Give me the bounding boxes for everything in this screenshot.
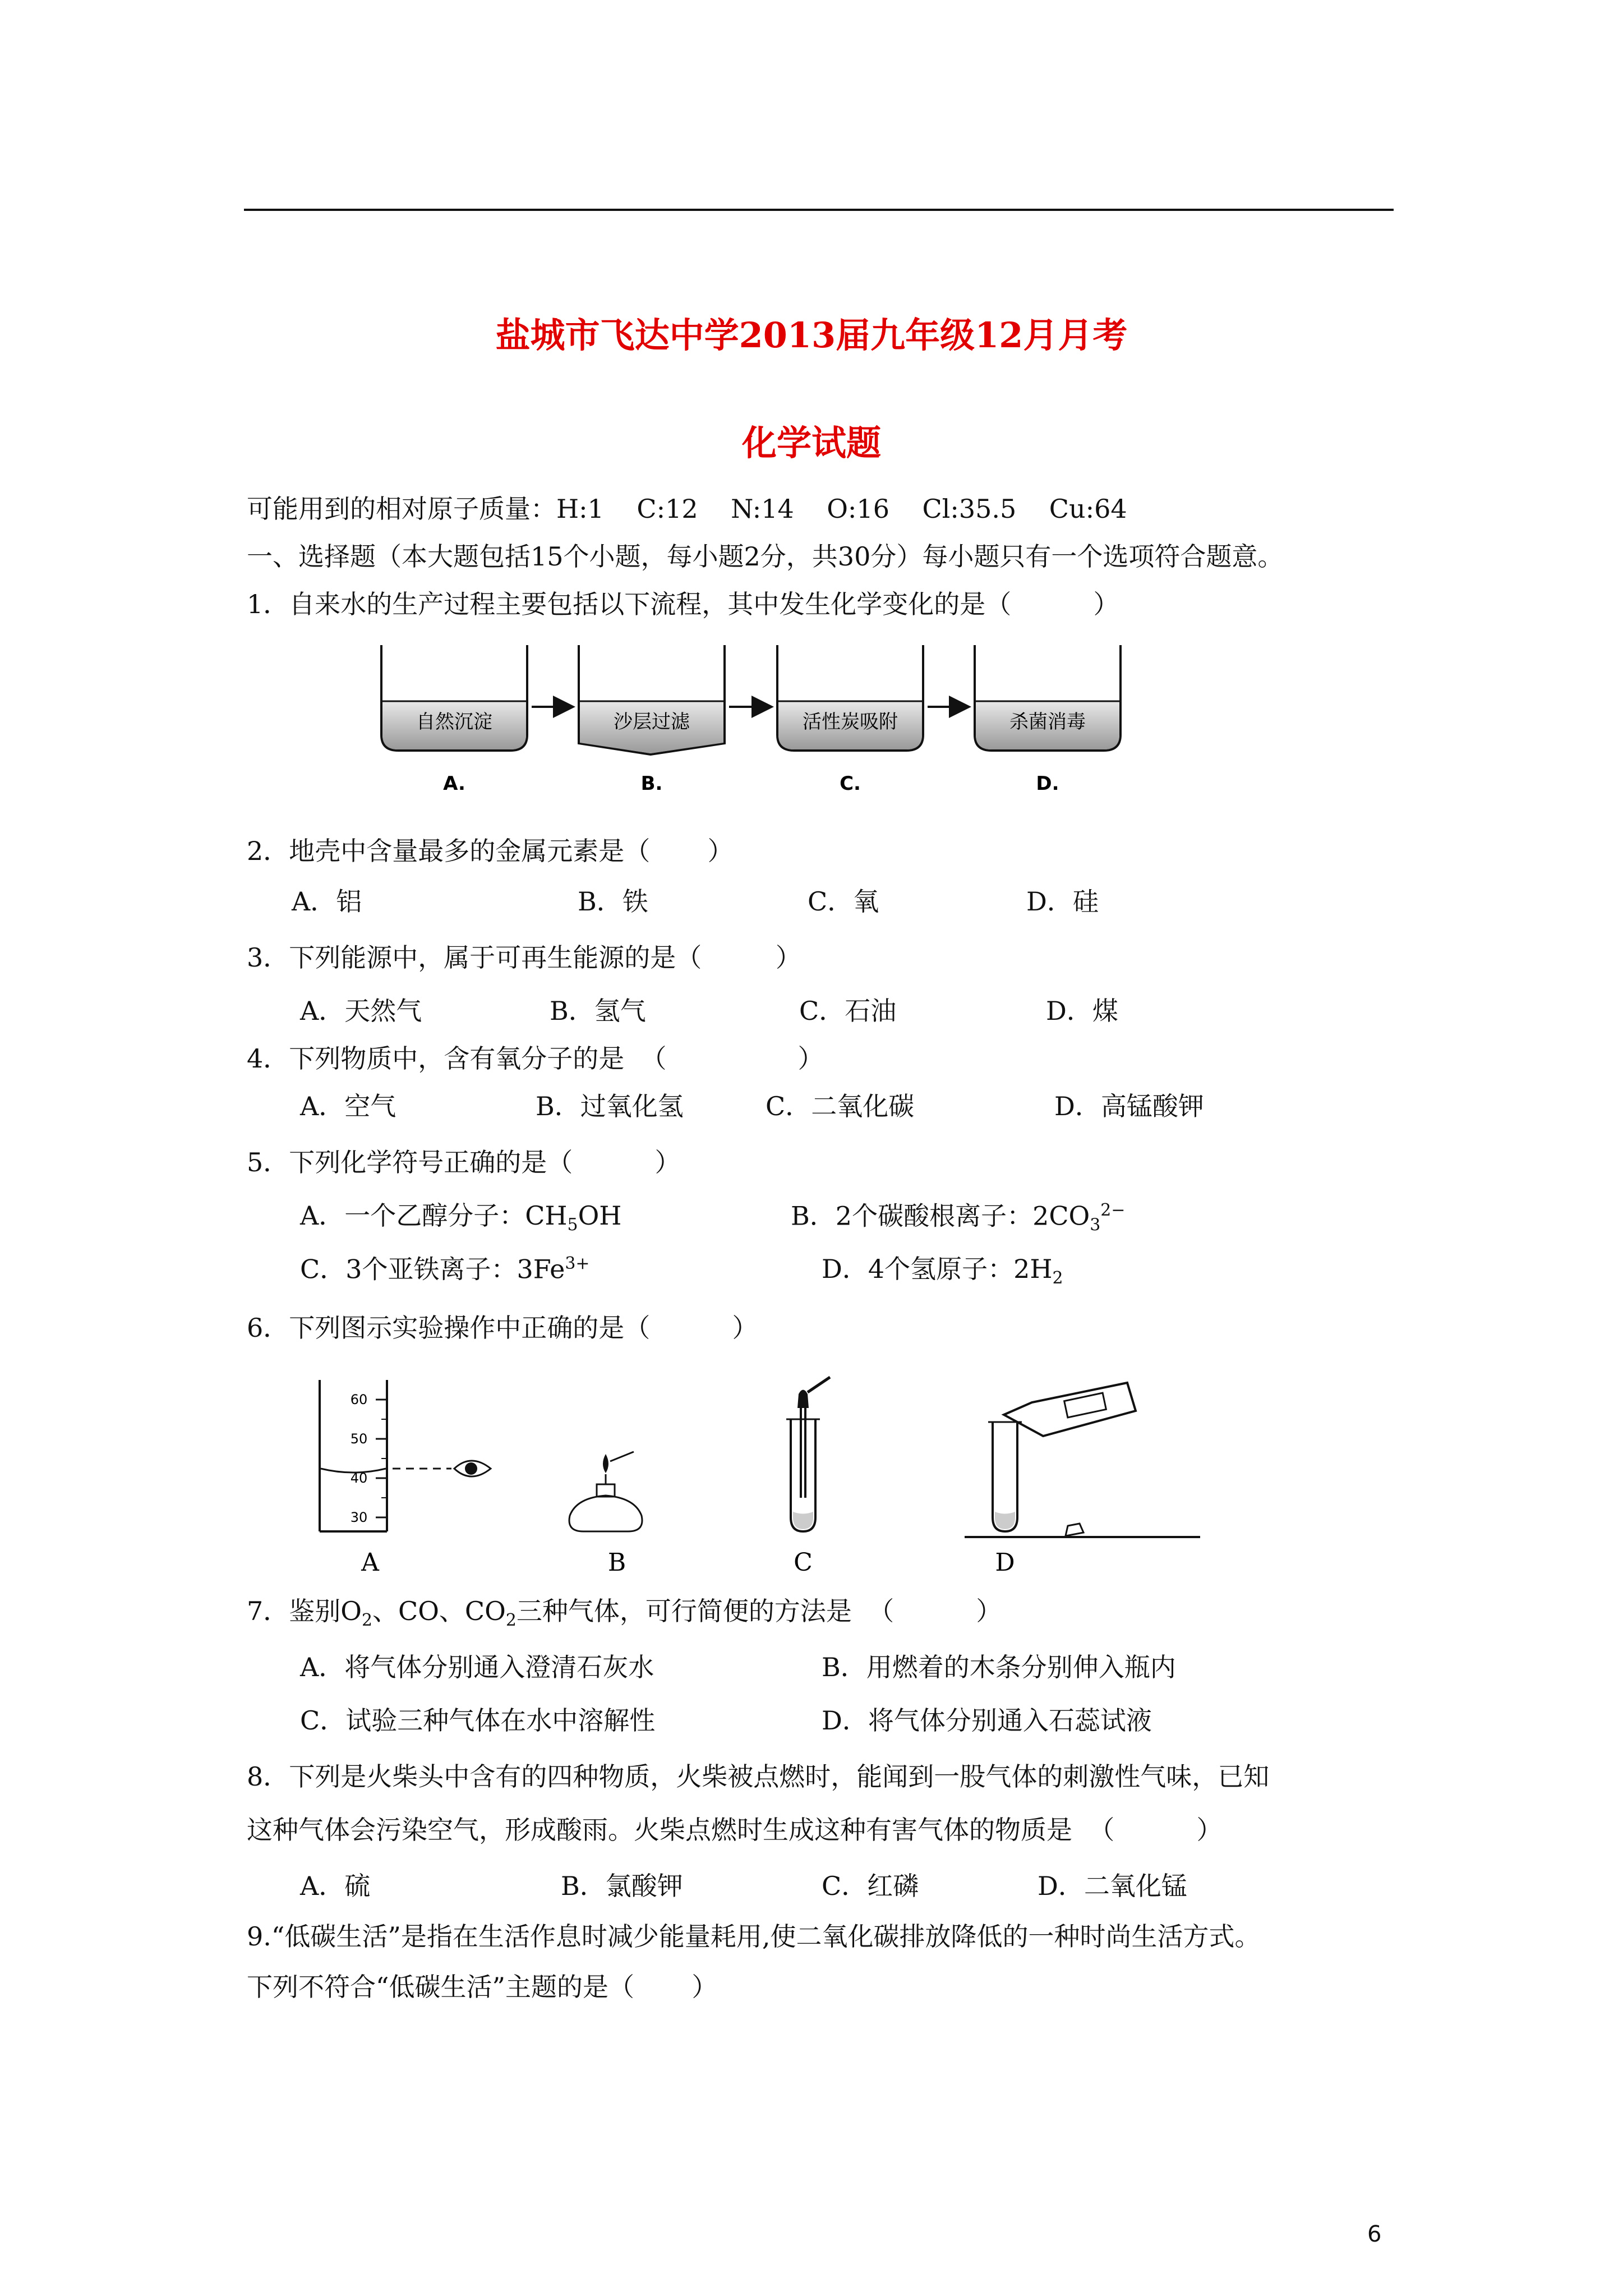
q8-stem-line1: 8．下列是火柴头中含有的四种物质，火柴被点燃时，能闻到一股气体的刺激性气味，已知 (247, 1761, 1270, 1792)
q7-option-d: D．将气体分别通入石蕊试液 (822, 1705, 1152, 1736)
q1-stem: 1．自来水的生产过程主要包括以下流程，其中发生化学变化的是（ ） (247, 589, 1119, 619)
tick-30: 30 (350, 1510, 368, 1525)
q8-stem-line2: 这种气体会污染空气，形成酸雨。火柴点燃时生成这种有害气体的物质是 （ ） (247, 1815, 1223, 1845)
step-label-a: 自然沉淀 (416, 711, 492, 733)
q5-option-a-sub: 5 (567, 1215, 578, 1235)
tank-b (579, 645, 725, 754)
test-tube-dropper-icon (786, 1377, 830, 1531)
q5-option-d (822, 1254, 1063, 1289)
q8-option-a: A．硫 (300, 1871, 371, 1901)
q7-option-a: A．将气体分别通入澄清石灰水 (300, 1652, 654, 1682)
q7-option-c: C．试验三种气体在水中溶解性 (300, 1705, 656, 1736)
figure-label-a: A. (443, 772, 465, 795)
q4-stem: 4．下列物质中，含有氧分子的是 （ ） (247, 1043, 824, 1074)
q2-option-a: A．铝 (292, 886, 362, 917)
figure-label-d: D. (1036, 772, 1059, 795)
q7-stem-pre: 7．鉴别O (247, 1596, 362, 1626)
q3-option-c: C．石油 (799, 996, 897, 1026)
q8-option-c: C．红磷 (822, 1871, 919, 1901)
q5-option-a-tail: OH (578, 1200, 622, 1231)
figure-label-d: D (995, 1548, 1015, 1577)
q7-stem-post: 三种气体，可行简便的方法是 （ ） (516, 1596, 1002, 1626)
q4-option-d: D．高锰酸钾 (1054, 1091, 1204, 1121)
q4-option-a: A．空气 (300, 1091, 396, 1121)
section-heading: 一、选择题（本大题包括15个小题，每小题2分，共30分）每小题只有一个选项符合题意。 (247, 541, 1284, 572)
q5-stem: 5．下列化学符号正确的是（ ） (247, 1147, 681, 1177)
page-number: 6 (1367, 2221, 1382, 2247)
atomic-masses: 可能用到的相对原子质量：H:1 C:12 N:14 O:16 Cl:35.5 Cu:64 (247, 494, 1127, 524)
q2-option-d: D．硅 (1026, 886, 1099, 917)
q5-option-c-sup: 3+ (565, 1254, 590, 1273)
q5-option-c-text: C．3个亚铁离子：3Fe (300, 1254, 565, 1285)
q6-operations-figure (303, 1369, 1200, 1582)
q9-stem-line1: 9.“低碳生活”是指在生活作息时减少能量耗用,使二氧化碳排放降低的一种时尚生活方式。 (247, 1921, 1261, 1952)
q7-stem-sub-2: 2 (505, 1611, 517, 1631)
q4-option-b: B．过氧化氢 (536, 1091, 684, 1121)
alcohol-lamp-icon (569, 1452, 642, 1531)
step-label-c: 活性炭吸附 (803, 711, 898, 733)
tank-c (777, 645, 923, 751)
q7-stem-sub-1: 2 (361, 1611, 373, 1631)
exam-subtitle: 化学试题 (741, 422, 881, 463)
q3-option-b: B．氢气 (550, 996, 646, 1026)
figure-label-a: A (361, 1548, 379, 1577)
q5-option-d-sub: 2 (1052, 1268, 1063, 1289)
q1-process-figure (370, 639, 1144, 802)
q2-option-b: B．铁 (578, 886, 648, 917)
header-rule (244, 209, 1394, 211)
q5-option-b-text: B．2个碳酸根离子：2CO (791, 1200, 1090, 1231)
q8-option-b: B．氯酸钾 (561, 1871, 683, 1901)
figure-label-c: C (794, 1548, 813, 1577)
q8-option-d: D．二氧化锰 (1038, 1871, 1187, 1901)
q5-option-d-text: D．4个氢原子：2H (822, 1254, 1053, 1284)
tank-a (381, 645, 527, 751)
tick-40: 40 (350, 1470, 368, 1486)
figure-label-b: B. (640, 772, 663, 795)
q7-stem (247, 1596, 1002, 1631)
q5-option-b-sup: 2− (1100, 1200, 1126, 1220)
q3-stem: 3．下列能源中，属于可再生能源的是（ ） (247, 942, 801, 973)
tick-50: 50 (350, 1431, 368, 1447)
q2-stem: 2．地壳中含量最多的金属元素是（ ） (247, 836, 734, 866)
figure-label-b: B (607, 1548, 626, 1577)
q6-stem: 6．下列图示实验操作中正确的是（ ） (247, 1313, 758, 1343)
exam-title: 盐城市飞达中学2013届九年级12月月考 (495, 315, 1128, 356)
q9-stem-line2: 下列不符合“低碳生活”主题的是（ ） (247, 1972, 718, 2002)
q7-stem-mid: 、CO、CO (372, 1596, 506, 1626)
q5-option-a-text: A．一个乙醇分子：CH (300, 1200, 568, 1231)
step-label-b: 沙层过滤 (614, 711, 690, 733)
eye-icon (454, 1461, 491, 1476)
q4-option-c: C．二氧化碳 (766, 1091, 915, 1121)
figure-label-c: C. (840, 772, 861, 795)
step-label-d: 杀菌消毒 (1009, 711, 1086, 733)
q3-option-a: A．天然气 (300, 996, 422, 1026)
tick-60: 60 (350, 1392, 368, 1407)
graduated-cylinder (320, 1380, 451, 1531)
q5-option-b-sub: 3 (1090, 1215, 1101, 1235)
q5-option-a (300, 1200, 621, 1235)
q5-option-c (300, 1254, 589, 1285)
q7-option-b: B．用燃着的木条分别伸入瓶内 (822, 1652, 1176, 1682)
q2-option-c: C．氧 (808, 886, 879, 917)
pouring-bottle-icon (965, 1383, 1200, 1537)
q5-option-b (791, 1200, 1125, 1235)
tank-d (975, 645, 1121, 751)
q3-option-d: D．煤 (1046, 996, 1118, 1026)
